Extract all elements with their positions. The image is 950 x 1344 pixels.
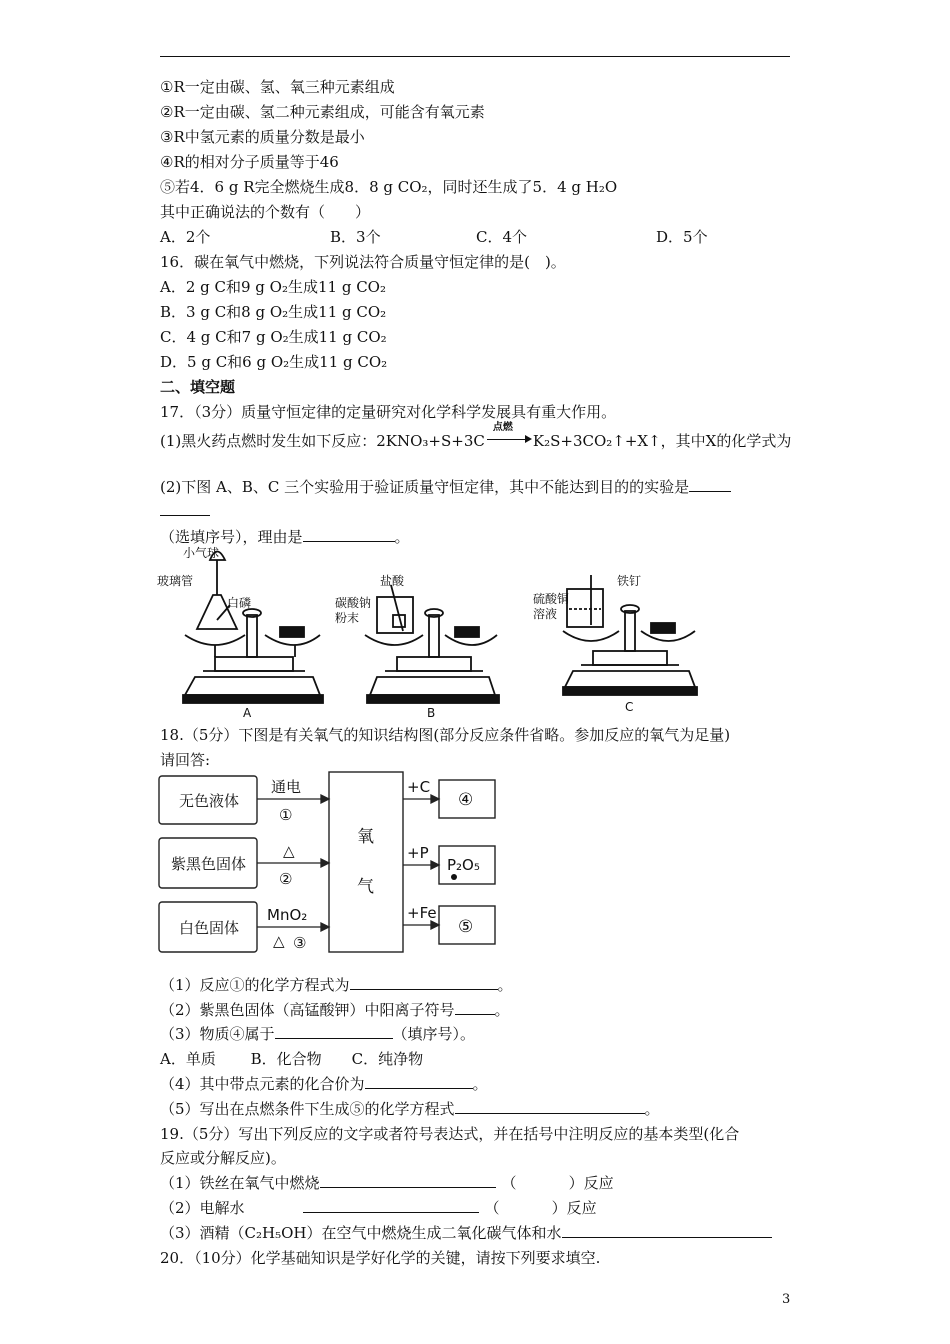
answer-blank[interactable] <box>365 1074 473 1089</box>
q17-part2b-text: （选填序号），理由是 <box>160 528 303 546</box>
label-plus-fe: +Fe <box>407 904 437 922</box>
q19-stem-1: 19.（5分）写出下列反应的文字或者符号表达式，并在括号中注明反应的基本类型(化合 <box>160 1125 740 1143</box>
reaction-type-suffix: ）反应 <box>568 1174 614 1192</box>
label-reaction-3: ③ <box>293 934 307 952</box>
q16-option-c: C．4 g C和7 g O₂生成11 g CO₂ <box>160 328 387 346</box>
q19-part2 <box>160 1198 597 1218</box>
q16-option-d: D．5 g C和6 g O₂生成11 g CO₂ <box>160 353 388 371</box>
label-solution: 溶液 <box>533 607 558 621</box>
q18-part5 <box>160 1099 660 1119</box>
balance-c <box>563 575 697 695</box>
label-glass-tube: 玻璃管 <box>157 574 194 588</box>
label-colorless-liquid: 无色液体 <box>179 792 240 810</box>
label-product-4: ④ <box>458 790 474 810</box>
label-reaction-2: ② <box>279 870 293 888</box>
section-heading: 二、填空题 <box>160 378 236 396</box>
label-mno2: MnO₂ <box>267 906 308 924</box>
label-product-5: ⑤ <box>458 917 474 937</box>
answer-blank[interactable] <box>303 1198 479 1213</box>
q18-part4 <box>160 1074 488 1094</box>
q18-p4-text: （4）其中带点元素的化合价为 <box>160 1075 365 1093</box>
reaction-type-suffix: ）反应 <box>551 1199 597 1217</box>
q18-p5-text: （5）写出在点燃条件下生成⑤的化学方程式 <box>160 1100 455 1118</box>
label-heat-3: △ <box>273 932 285 950</box>
open-paren: （ <box>501 1174 517 1192</box>
q18-p3-text: （3）物质④属于 <box>160 1025 275 1043</box>
q19-part3 <box>160 1223 772 1243</box>
q18-part1 <box>160 975 513 995</box>
label-iron-nail: 铁钉 <box>617 574 642 588</box>
q15-statement-1: ①R一定由碳、氢、氧三种元素组成 <box>160 78 395 96</box>
header-rule <box>160 56 790 57</box>
oxygen-knowledge-diagram <box>157 770 502 958</box>
q17-part2-text: (2)下图 A、B、C 三个实验用于验证质量守恒定律，其中不能达到目的的实验是 <box>160 478 690 496</box>
period: 。 <box>497 976 513 994</box>
q19-p1-text: （1）铁丝在氧气中燃烧 <box>160 1174 320 1192</box>
q18-p3-post: （填序号）。 <box>392 1025 476 1043</box>
label-powder: 粉末 <box>335 611 360 625</box>
answer-blank[interactable] <box>320 1173 496 1188</box>
q15-statement-3: ③R中氢元素的质量分数是最小 <box>160 128 365 146</box>
label-white-solid: 白色固体 <box>179 919 240 937</box>
q15-statement-2: ②R一定由碳、氢二种元素组成，可能含有氧元素 <box>160 103 485 121</box>
answer-blank[interactable] <box>455 1099 645 1114</box>
period: 。 <box>644 1100 660 1118</box>
reaction-arrow <box>487 422 531 446</box>
label-balloon: 小气球 <box>183 546 220 560</box>
answer-blank[interactable] <box>160 501 210 516</box>
q15-question: 其中正确说法的个数有（ ） <box>160 203 371 221</box>
q19-part1 <box>160 1173 614 1193</box>
q20-stem: 20．（10分）化学基础知识是学好化学的关键，请按下列要求填空. <box>160 1249 601 1267</box>
caption-c: C <box>625 700 634 714</box>
page-number: 3 <box>782 1292 791 1307</box>
q17-stem: 17．（3分）质量守恒定律的定量研究对化学科学发展具有重大作用。 <box>160 403 617 421</box>
open-paren: （ <box>484 1199 500 1217</box>
q15-statement-5: ⑤若4．6 g R完全燃烧生成8．8 g CO₂，同时还生成了5．4 g H₂O <box>160 178 618 196</box>
label-oxygen-1: 氧 <box>357 827 374 847</box>
answer-blank[interactable] <box>350 975 498 990</box>
q17-part1 <box>160 422 792 451</box>
q15-option-c: C．4个 <box>476 228 528 246</box>
q18-stem: 18.（5分）下图是有关氧气的知识结构图(部分反应条件省略。参加反应的氧气为足量) <box>160 726 731 744</box>
q17-part2 <box>160 477 731 497</box>
answer-blank[interactable] <box>303 527 395 542</box>
label-heat-2: △ <box>283 842 295 860</box>
box-oxygen <box>329 772 403 952</box>
label-white-phosphorus: 白磷 <box>227 596 252 610</box>
q15-option-a: A．2个 <box>160 228 211 246</box>
caption-b: B <box>427 706 436 720</box>
q18-part2 <box>160 1000 510 1020</box>
period: 。 <box>472 1075 488 1093</box>
label-oxygen-2: 气 <box>357 877 374 897</box>
q17-equation-right: K₂S+3CO₂↑+X↑，其中X的化学式为 <box>532 432 792 450</box>
q17-blank-continuation <box>160 501 210 521</box>
q18-ask: 请回答: <box>160 751 211 769</box>
dot-marker <box>451 874 457 880</box>
q16-option-b: B．3 g C和8 g O₂生成11 g CO₂ <box>160 303 387 321</box>
label-hydrochloric-acid: 盐酸 <box>380 574 405 588</box>
label-sodium-carbonate: 碳酸钠 <box>335 596 372 610</box>
q15-option-b: B．3个 <box>330 228 381 246</box>
label-electrolysis: 通电 <box>271 778 302 796</box>
q16-stem: 16．碳在氧气中燃烧，下列说法符合质量守恒定律的是( )。 <box>160 253 566 271</box>
q18-part3 <box>160 1024 475 1044</box>
q18-options: A．单质 B．化合物 C．纯净物 <box>160 1050 424 1068</box>
reaction-condition: 点燃 <box>492 422 513 433</box>
label-p2o5: P₂O₅ <box>447 856 480 874</box>
answer-blank[interactable] <box>455 1000 495 1015</box>
answer-blank[interactable] <box>275 1024 393 1039</box>
balance-experiments-figure <box>155 545 715 720</box>
label-plus-c: +C <box>407 778 431 796</box>
q18-p2-text: （2）紫黑色固体（高锰酸钾）中阳离子符号 <box>160 1001 455 1019</box>
period: 。 <box>494 1001 510 1019</box>
label-plus-p: +P <box>407 844 429 862</box>
q17-equation-left: (1)黑火药点燃时发生如下反应：2KNO₃+S+3C <box>160 432 485 450</box>
q15-statement-4: ④R的相对分子质量等于46 <box>160 153 339 171</box>
answer-blank[interactable] <box>562 1223 772 1238</box>
q19-stem-2: 反应或分解反应)。 <box>160 1149 286 1167</box>
label-reaction-1: ① <box>279 806 293 824</box>
q19-p2-text: （2）电解水 <box>160 1199 245 1217</box>
period: 。 <box>394 528 410 546</box>
q19-p3-text: （3）酒精（C₂H₅OH）在空气中燃烧生成二氧化碳气体和水 <box>160 1224 562 1242</box>
q15-option-d: D．5个 <box>656 228 708 246</box>
balance-a <box>183 552 323 704</box>
q18-p1-text: （1）反应①的化学方程式为 <box>160 976 350 994</box>
label-purple-black-solid: 紫黑色固体 <box>171 855 247 873</box>
q17-part2b <box>160 527 410 547</box>
q16-option-a: A．2 g C和9 g O₂生成11 g CO₂ <box>160 278 386 296</box>
answer-blank[interactable] <box>689 477 731 492</box>
label-copper-sulfate: 硫酸铜 <box>533 592 570 606</box>
caption-a: A <box>243 706 252 720</box>
balance-b <box>365 585 499 703</box>
